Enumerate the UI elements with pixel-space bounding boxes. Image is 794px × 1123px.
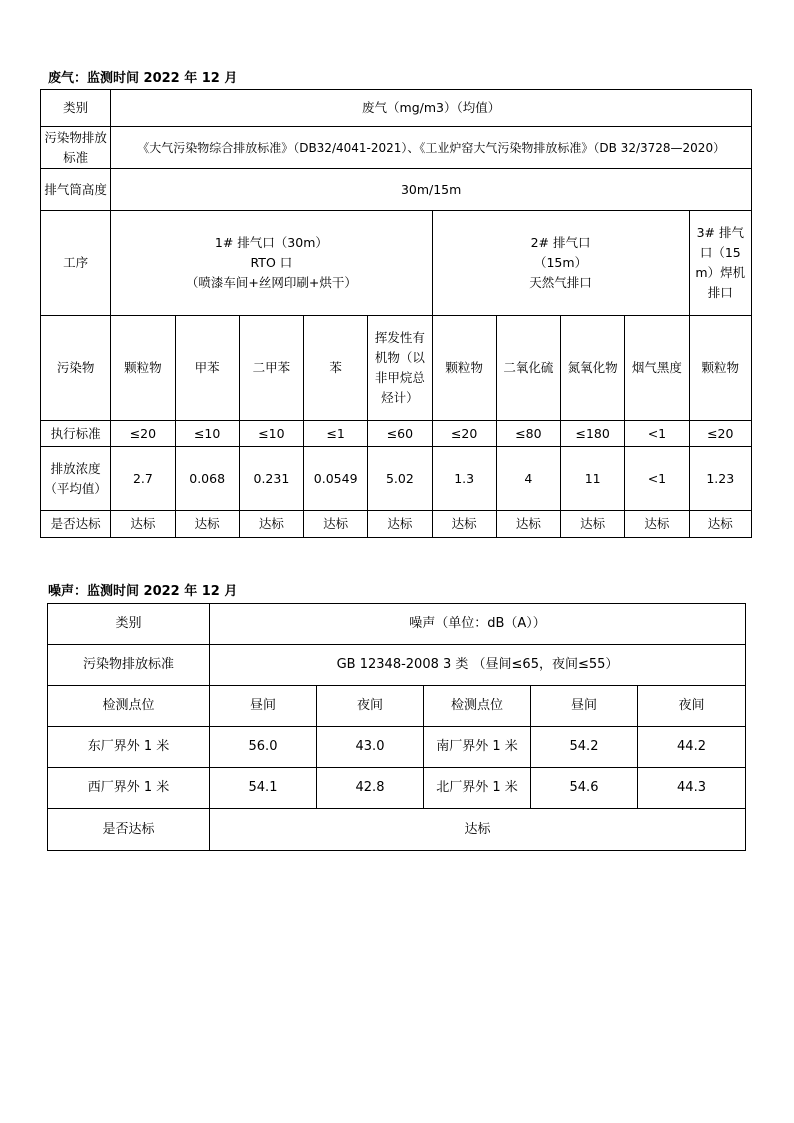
category-label: 类别 xyxy=(41,90,111,127)
night-cell: 43.0 xyxy=(317,727,424,768)
limit-cell: ≤20 xyxy=(432,421,496,447)
standard-label: 污染物排放标准 xyxy=(41,127,111,169)
pollutant-cell: 二氧化硫 xyxy=(496,316,560,421)
exhaust-section-title: 废气：监测时间 2022 年 12 月 xyxy=(48,71,238,86)
exhaust-table xyxy=(40,89,752,538)
day-header: 昼间 xyxy=(531,686,638,727)
compliance-cell: 达标 xyxy=(496,511,560,538)
concentration-cell: 0.231 xyxy=(239,447,303,511)
day-header: 昼间 xyxy=(210,686,317,727)
noise-table xyxy=(47,603,746,851)
outlet-3: 3# 排气口（15m）焊机排口 xyxy=(689,211,751,316)
concentration-cell: 1.3 xyxy=(432,447,496,511)
compliance-cell: 达标 xyxy=(561,511,625,538)
noise-category-value: 噪声（单位：dB（A）） xyxy=(210,604,746,645)
night-cell: 44.2 xyxy=(638,727,746,768)
compliance-cell: 达标 xyxy=(432,511,496,538)
point-cell: 南厂界外 1 米 xyxy=(424,727,531,768)
limit-cell: ≤1 xyxy=(304,421,368,447)
point-cell: 西厂界外 1 米 xyxy=(48,768,210,809)
limit-cell: ≤20 xyxy=(111,421,175,447)
pollutant-cell: 烟气黑度 xyxy=(625,316,689,421)
compliance-cell: 达标 xyxy=(368,511,432,538)
concentration-cell: 11 xyxy=(561,447,625,511)
pollutant-cell: 氮氧化物 xyxy=(561,316,625,421)
night-cell: 42.8 xyxy=(317,768,424,809)
limit-cell: ≤80 xyxy=(496,421,560,447)
day-cell: 54.1 xyxy=(210,768,317,809)
compliance-cell: 达标 xyxy=(239,511,303,538)
concentration-cell: 0.0549 xyxy=(304,447,368,511)
stack-height-value: 30m/15m xyxy=(111,169,752,211)
compliance-cell: 达标 xyxy=(175,511,239,538)
pollutant-cell: 颗粒物 xyxy=(689,316,751,421)
compliance-cell: 达标 xyxy=(111,511,175,538)
limit-label: 执行标准 xyxy=(41,421,111,447)
concentration-cell: 2.7 xyxy=(111,447,175,511)
pollutant-cell: 颗粒物 xyxy=(111,316,175,421)
noise-compliance-value: 达标 xyxy=(210,809,746,851)
night-header: 夜间 xyxy=(638,686,746,727)
limit-cell: ≤10 xyxy=(239,421,303,447)
concentration-cell: 1.23 xyxy=(689,447,751,511)
noise-compliance-label: 是否达标 xyxy=(48,809,210,851)
compliance-cell: 达标 xyxy=(689,511,751,538)
process-label: 工序 xyxy=(41,211,111,316)
standard-value: 《大气污染物综合排放标准》（DB32/4041-2021）、《工业炉窑大气污染物排放标准》（DB 32/3728—2020） xyxy=(111,127,752,169)
pollutant-cell: 苯 xyxy=(304,316,368,421)
outlet-2: 2# 排气口 （15m） 天然气排口 xyxy=(432,211,689,316)
night-cell: 44.3 xyxy=(638,768,746,809)
limit-cell: ≤20 xyxy=(689,421,751,447)
pollutant-cell: 甲苯 xyxy=(175,316,239,421)
compliance-cell: 达标 xyxy=(625,511,689,538)
concentration-cell: <1 xyxy=(625,447,689,511)
pollutant-cell: 颗粒物 xyxy=(432,316,496,421)
noise-category-label: 类别 xyxy=(48,604,210,645)
point-cell: 东厂界外 1 米 xyxy=(48,727,210,768)
point-header: 检测点位 xyxy=(424,686,531,727)
noise-section-title: 噪声：监测时间 2022 年 12 月 xyxy=(48,584,238,599)
table-row xyxy=(48,727,746,768)
day-cell: 56.0 xyxy=(210,727,317,768)
concentration-cell: 0.068 xyxy=(175,447,239,511)
pollutant-cell: 挥发性有机物（以非甲烷总烃计） xyxy=(368,316,432,421)
limit-cell: ≤10 xyxy=(175,421,239,447)
concentration-cell: 4 xyxy=(496,447,560,511)
concentration-cell: 5.02 xyxy=(368,447,432,511)
day-cell: 54.6 xyxy=(531,768,638,809)
outlet-1: 1# 排气口（30m） RTO 口 （喷漆车间+丝网印刷+烘干） xyxy=(111,211,432,316)
compliance-cell: 达标 xyxy=(304,511,368,538)
night-header: 夜间 xyxy=(317,686,424,727)
day-cell: 54.2 xyxy=(531,727,638,768)
point-cell: 北厂界外 1 米 xyxy=(424,768,531,809)
point-header: 检测点位 xyxy=(48,686,210,727)
limit-cell: ≤180 xyxy=(561,421,625,447)
noise-standard-label: 污染物排放标准 xyxy=(48,645,210,686)
pollutant-label: 污染物 xyxy=(41,316,111,421)
pollutant-cell: 二甲苯 xyxy=(239,316,303,421)
concentration-label: 排放浓度（平均值） xyxy=(41,447,111,511)
compliance-label: 是否达标 xyxy=(41,511,111,538)
limit-cell: ≤60 xyxy=(368,421,432,447)
category-value: 废气（mg/m3）（均值） xyxy=(111,90,752,127)
limit-cell: <1 xyxy=(625,421,689,447)
noise-standard-value: GB 12348-2008 3 类 （昼间≤65，夜间≤55） xyxy=(210,645,746,686)
table-row xyxy=(48,768,746,809)
stack-height-label: 排气筒高度 xyxy=(41,169,111,211)
